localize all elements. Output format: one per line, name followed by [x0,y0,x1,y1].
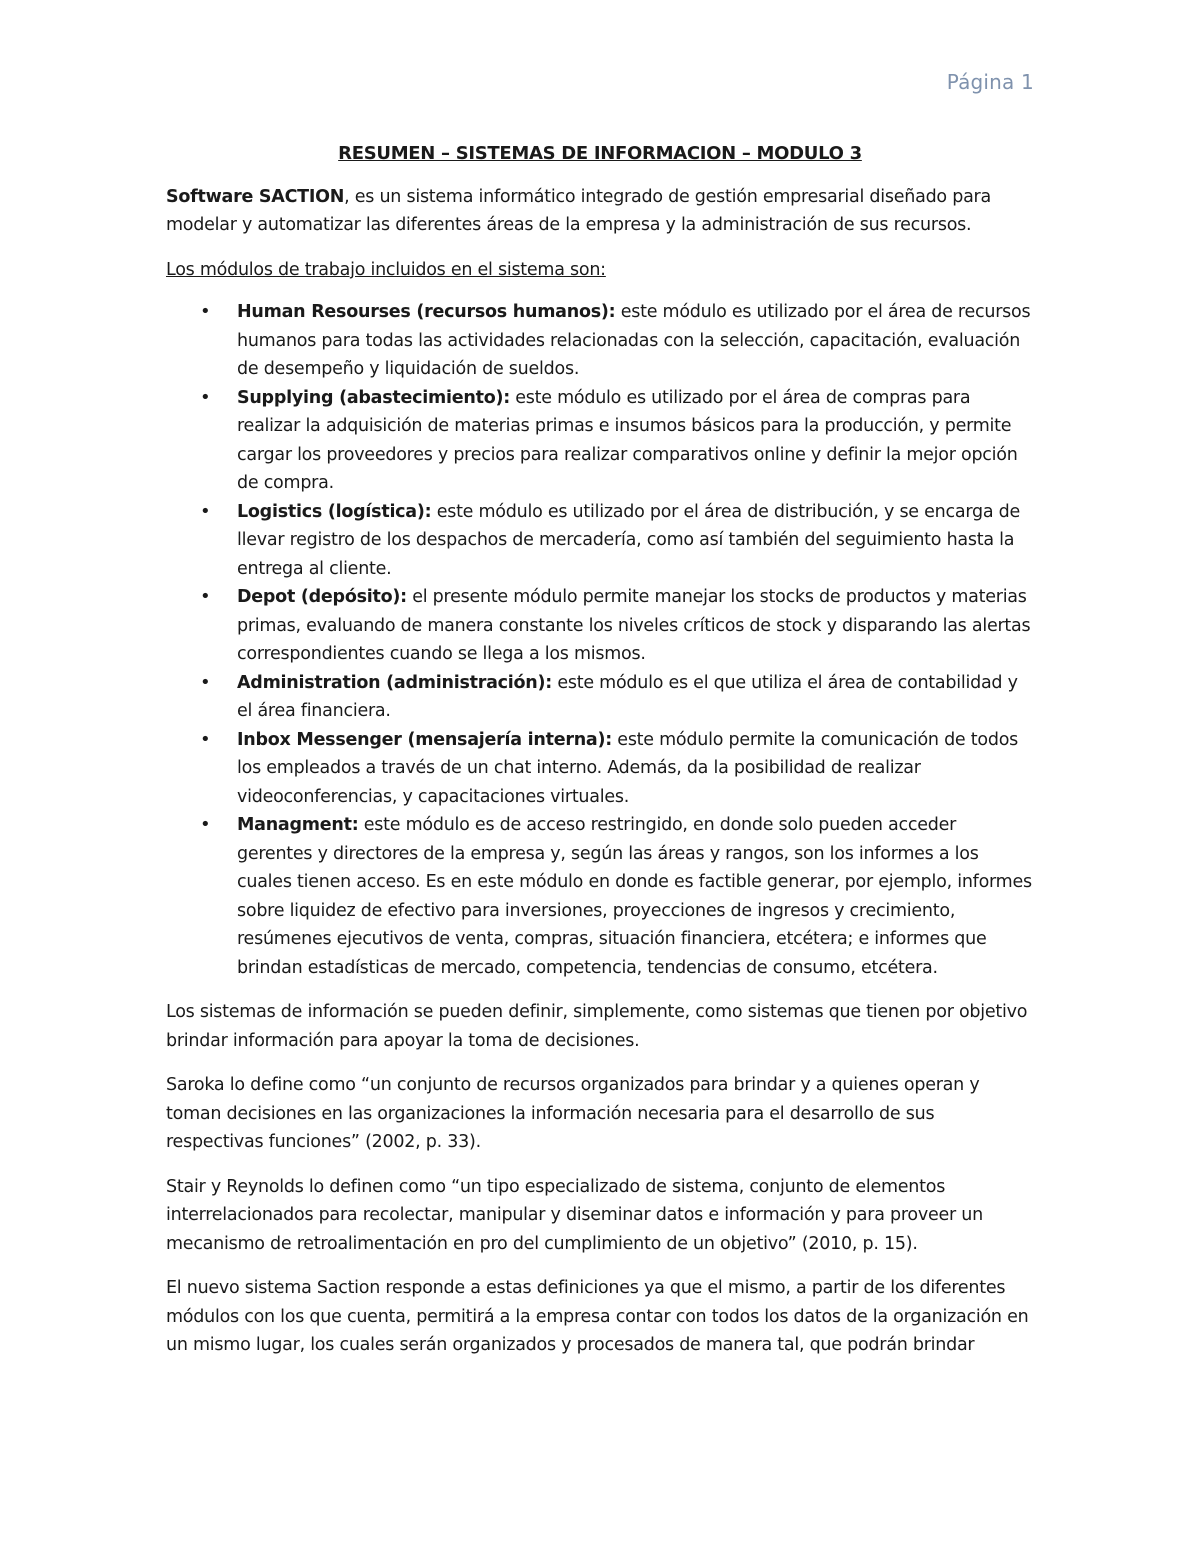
module-name: Human Resourses (recursos humanos): [237,302,616,322]
list-item-logistics [166,498,1034,584]
list-item-supplying [166,384,1034,498]
list-item-administration [166,669,1034,726]
module-description: este módulo es de acceso restringido, en donde solo pueden acceder gerentes y directores de la empresa y, según las áreas y rangos, son los informes a los cuales tienen acceso. Es en este módulo en donde es factible generar, por ejemplo, informes sobre liquidez de efectivo para inversiones, proyecciones de ingresos y crecimiento, resúmenes ejecutivos de venta, compras, situación financiera, etcétera; e informes que brindan estadísticas de mercado, competencia, tendencias de consumo, etcétera. [237,815,1032,978]
bullet-icon: • [200,301,211,322]
paragraph-saroka: Saroka lo define como “un conjunto de recursos organizados para brindar y a quienes operan y toman decisiones en las organizaciones la información necesaria para el desarrollo de sus respectivas funciones” (2002, p. 33). [166,1075,980,1152]
list-item-inbox-messenger [166,726,1034,812]
list-item-human-resourses [166,298,1034,384]
paragraph-stair-reynolds: Stair y Reynolds lo definen como “un tipo especializado de sistema, conjunto de elementos interrelacionados para recolectar, manipular y diseminar datos e información y para proveer un mecanismo de retroalimentación en pro del cumplimiento de un objetivo” (2010, p. 15). [166,1176,983,1254]
intro-paragraph [166,183,1034,240]
module-name: Managment: [237,815,359,835]
bullet-icon: • [200,586,211,607]
module-description: este módulo es utilizado por el área de distribución, y se encarga de llevar registro de los despachos de mercadería, como así también del seguimiento hasta la entrega al cliente. [237,501,1021,579]
bullet-icon: • [200,814,211,835]
module-name: Administration (administración): [237,672,553,693]
document-title: RESUMEN – SISTEMAS DE INFORMACION – MODULO 3 [338,143,862,164]
module-description: este módulo es el que utiliza el área de contabilidad y el área financiera. [237,672,1018,721]
list-item-depot [166,583,1034,669]
module-name: Logistics (logística): [237,501,432,522]
list-item-managment [166,811,1034,982]
module-description: este módulo es utilizado por el área de compras para realizar la adquisición de materias primas e insumos básicos para la producción, y permite cargar los proveedores y precios para realizar comparativos online y definir la mejor opción de compra. [237,387,1018,493]
bullet-icon: • [200,500,211,522]
paragraph-definition: Los sistemas de información se pueden definir, simplemente, como sistemas que tienen por objetivo brindar información para apoyar la toma de decisiones. [166,1002,1028,1051]
module-name: Depot (depósito): [237,587,407,607]
paragraph-saction: El nuevo sistema Saction responde a estas definiciones ya que el mismo, a partir de los diferentes módulos con los que cuenta, permitirá a la empresa contar con todos los datos de la organización en un mismo lugar, los cuales serán organizados y procesados de manera tal, que podrán brindar [166,1278,1029,1355]
modules-heading: Los módulos de trabajo incluidos en el sistema son: [166,259,606,280]
bullet-icon: • [200,386,211,408]
modules-list [166,298,1034,982]
module-name: Supplying (abastecimiento): [237,387,510,408]
module-name: Inbox Messenger (mensajería interna): [237,729,612,750]
intro-bold: Software SACTION [166,186,345,207]
bullet-icon: • [200,671,211,693]
page-number: Página 1 [946,70,1034,94]
module-description: este módulo permite la comunicación de todos los empleados a través de un chat interno. Además, da la posibilidad de realizar videoconferencias, y capacitaciones virtuales. [237,729,1019,807]
module-description: este módulo es utilizado por el área de recursos humanos para todas las actividades relacionadas con la selección, capacitación, evaluación de desempeño y liquidación de sueldos. [237,302,1031,379]
document-body [166,140,1034,1376]
module-description: el presente módulo permite manejar los stocks de productos y materias primas, evaluando de manera constante los niveles críticos de stock y disparando las alertas correspondientes cuando se llega a los mismos. [237,587,1031,664]
intro-text: , es un sistema informático integrado de gestión empresarial diseñado para modelar y automatizar las diferentes áreas de la empresa y la administración de sus recursos. [166,186,991,235]
bullet-icon: • [200,728,211,750]
